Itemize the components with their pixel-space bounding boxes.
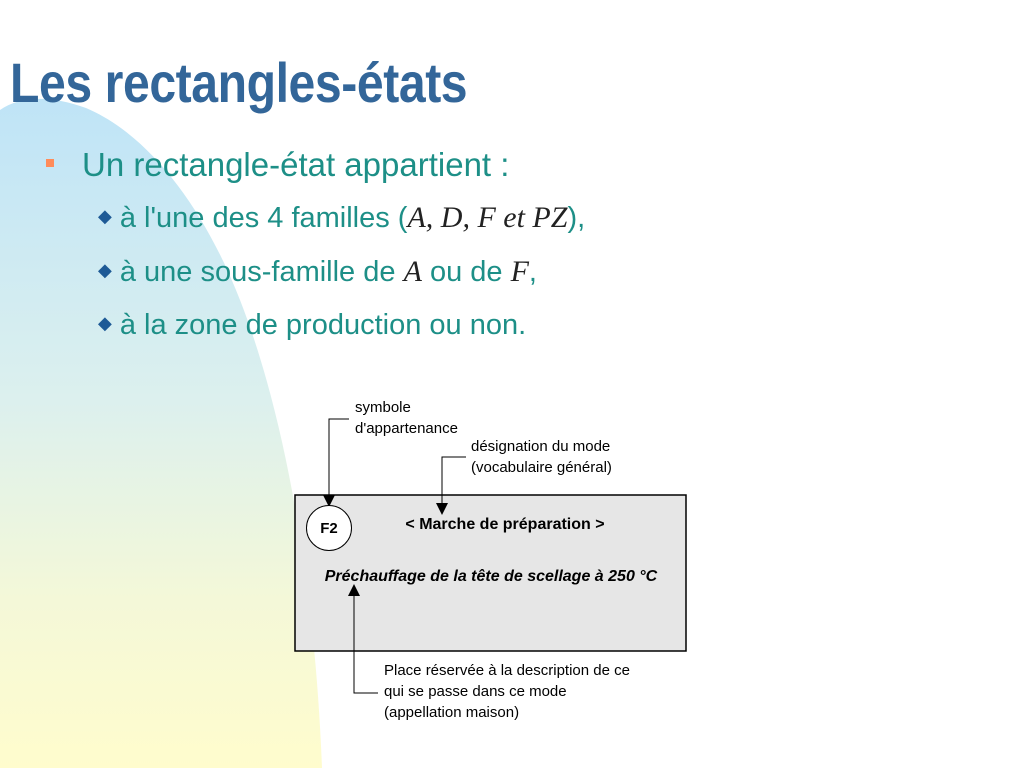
annotation-line: symbole	[355, 399, 411, 416]
mode-designation: < Marche de préparation >	[405, 516, 605, 533]
math-text: A	[403, 255, 422, 288]
math-text: F	[510, 255, 529, 288]
sub-bullet-text: ,	[528, 256, 537, 288]
membership-symbol-circle: F2	[306, 505, 352, 551]
sub-bullet-text: à l'une des 4 familles (	[119, 202, 408, 234]
annotation-line: Place réservée à la description de ce	[384, 662, 630, 679]
slide-title: Les rectangles-états	[10, 51, 468, 114]
annotation-symbol	[355, 397, 458, 439]
annotation-line: (vocabulaire général)	[471, 459, 612, 476]
diamond-bullet-icon: ◆	[98, 259, 112, 280]
sub-bullet-text: à la zone de production ou non.	[119, 309, 527, 341]
diamond-bullet-icon: ◆	[98, 205, 112, 226]
annotation-line: désignation du mode	[471, 438, 611, 455]
main-bullet-text: Un rectangle-état appartient :	[82, 146, 510, 183]
diamond-bullet-icon: ◆	[98, 312, 112, 333]
annotation-line: d'appartenance	[355, 420, 458, 437]
mode-description: Préchauffage de la tête de scellage à 250 °C	[324, 568, 658, 585]
annotation-mode	[471, 436, 612, 478]
annotation-line: (appellation maison)	[384, 704, 520, 721]
symbol-leader-line	[329, 419, 349, 497]
sub-bullet-text: à une sous-famille de	[119, 256, 404, 288]
annotation-line: qui se passe dans ce mode	[384, 683, 567, 700]
sub-bullet-text: ou de	[421, 256, 511, 288]
sub-bullet-text: ),	[567, 202, 586, 234]
annotation-description	[384, 660, 630, 723]
math-text: A, D, F et PZ	[407, 201, 568, 234]
